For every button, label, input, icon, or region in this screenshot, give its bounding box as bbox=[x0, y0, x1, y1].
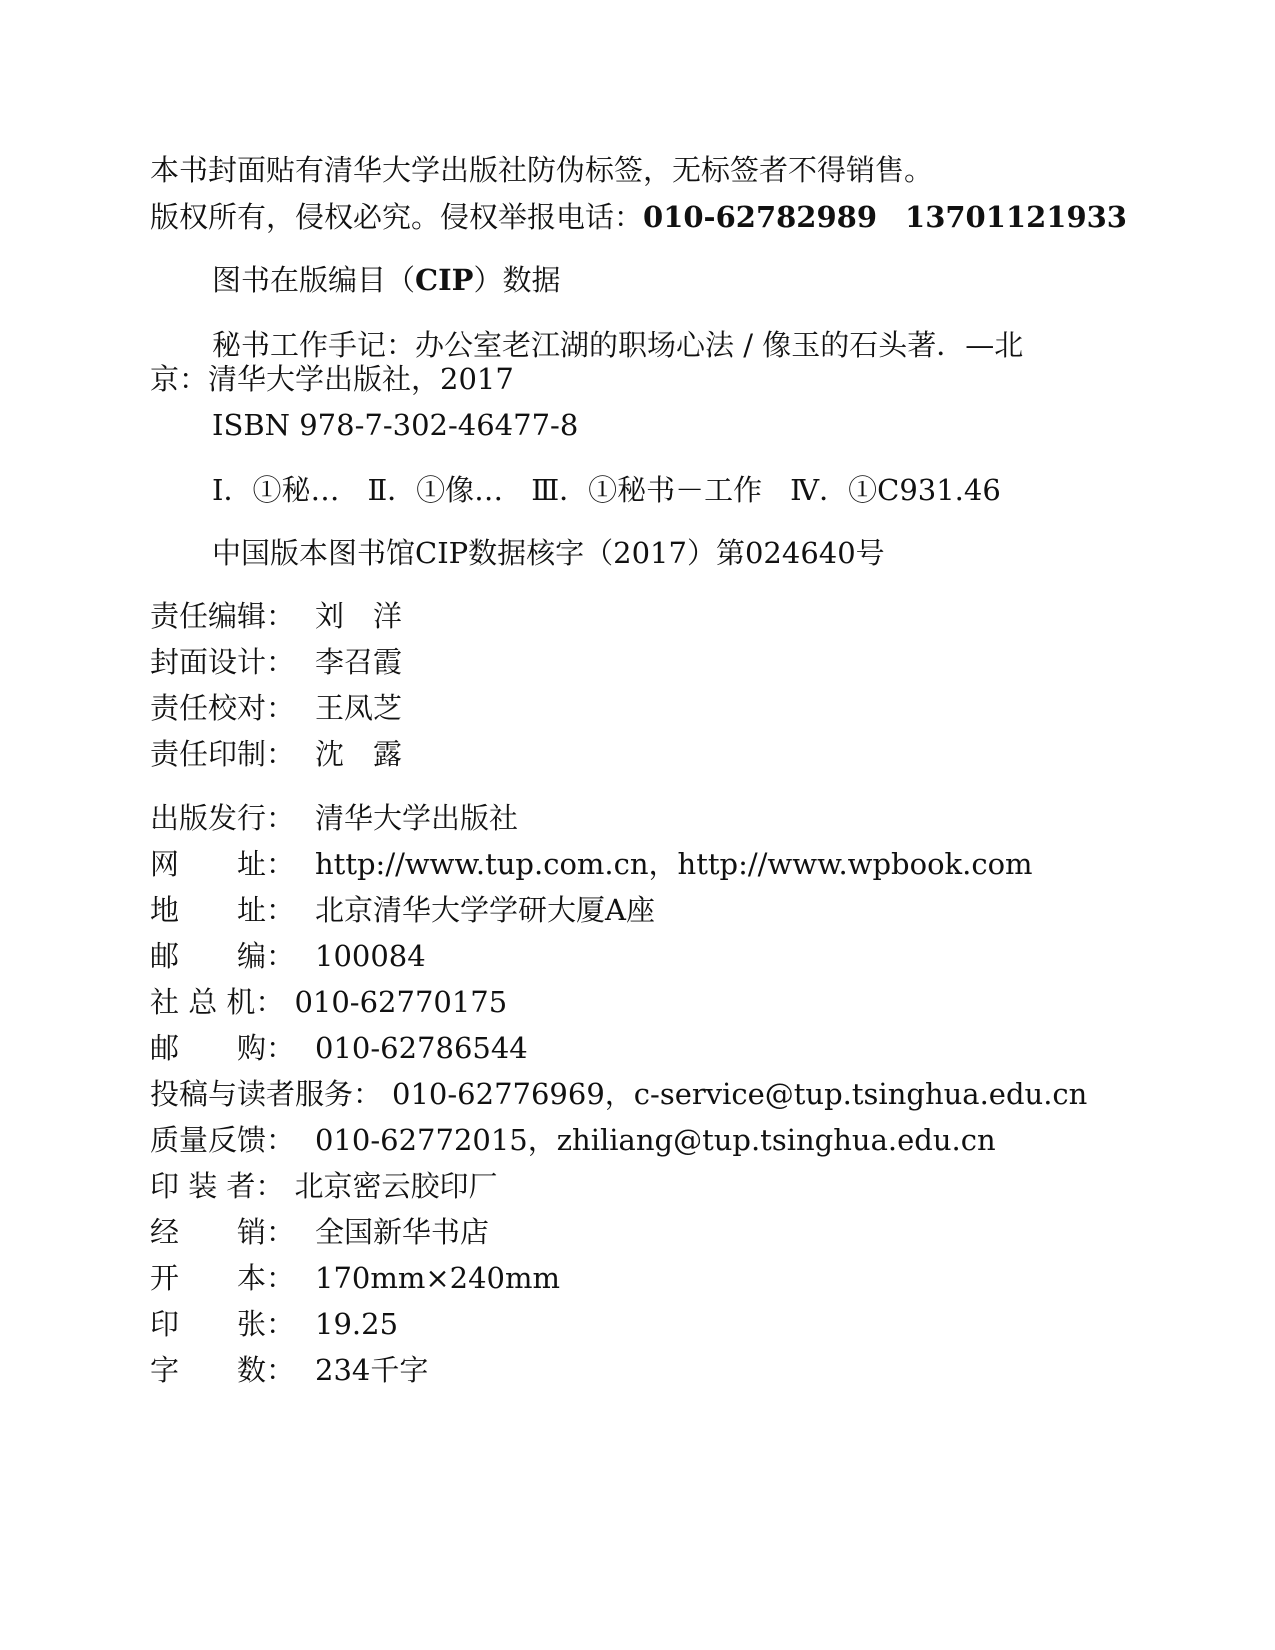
pub-web-label: 网 址： bbox=[150, 847, 296, 881]
pub-sheets bbox=[150, 1306, 398, 1342]
pub-words bbox=[150, 1352, 428, 1388]
anti-counterfeit-notice bbox=[150, 152, 933, 188]
rights-prefix: 版权所有，侵权必究。侵权举报电话： bbox=[150, 200, 644, 234]
pub-mail-order bbox=[150, 1030, 528, 1066]
cip-class-2: Ⅱ．①像… bbox=[367, 473, 504, 507]
cip-heading-cip: CIP bbox=[415, 263, 474, 297]
pub-quality-label: 质量反馈： bbox=[150, 1123, 296, 1157]
pub-words-label: 字 数： bbox=[150, 1353, 296, 1387]
credit-print-value: 沈 露 bbox=[315, 737, 403, 771]
anti-counterfeit-text: 本书封面贴有清华大学出版社防伪标签，无标签者不得销售。 bbox=[150, 153, 934, 187]
pub-reader-service-label: 投稿与读者服务： bbox=[150, 1077, 383, 1111]
report-phone-2: 13701121933 bbox=[905, 200, 1127, 234]
cip-isbn: ISBN 978-7-302-46477-8 bbox=[212, 408, 579, 442]
pub-switchboard-label: 社 总 机： bbox=[150, 985, 285, 1019]
pub-address-value: 北京清华大学学研大厦A座 bbox=[315, 893, 655, 927]
cip-verification: 中国版本图书馆CIP数据核字（2017）第024640号 bbox=[212, 536, 885, 570]
credit-proof-label: 责任校对： bbox=[150, 691, 296, 725]
pub-switchboard-value: 010-62770175 bbox=[294, 985, 508, 1019]
pub-postcode-label: 邮 编： bbox=[150, 939, 296, 973]
pub-reader-service bbox=[150, 1076, 1087, 1112]
pub-mail-order-label: 邮 购： bbox=[150, 1031, 296, 1065]
pub-postcode bbox=[150, 938, 426, 974]
credit-editor-value: 刘 洋 bbox=[315, 599, 403, 633]
credit-editor-label: 责任编辑： bbox=[150, 599, 296, 633]
pub-quality-value[interactable]: 010-62772015，zhiliang@tup.tsinghua.edu.cn bbox=[315, 1123, 996, 1157]
credit-proof bbox=[150, 690, 402, 726]
pub-web-value[interactable]: http://www.tup.com.cn，http://www.wpbook.com bbox=[315, 847, 1033, 881]
pub-format-label: 开 本： bbox=[150, 1261, 296, 1295]
pub-switchboard bbox=[150, 984, 507, 1020]
rights-notice bbox=[150, 199, 1127, 235]
cip-heading bbox=[212, 262, 560, 298]
pub-postcode-value: 100084 bbox=[315, 939, 426, 973]
cip-heading-post: ）数据 bbox=[473, 263, 561, 297]
pub-printer-value: 北京密云胶印厂 bbox=[294, 1169, 498, 1203]
pub-format-value: 170mm×240mm bbox=[315, 1261, 560, 1295]
credit-cover-value: 李召霞 bbox=[315, 645, 403, 679]
pub-printer bbox=[150, 1168, 497, 1204]
pub-mail-order-value: 010-62786544 bbox=[315, 1031, 528, 1065]
pub-distributor-label: 经 销： bbox=[150, 1215, 296, 1249]
cip-classification bbox=[212, 472, 1001, 508]
pub-publisher-value: 清华大学出版社 bbox=[315, 801, 519, 835]
pub-format bbox=[150, 1260, 560, 1296]
pub-distributor-value: 全国新华书店 bbox=[315, 1215, 490, 1249]
cip-class-1: Ⅰ．①秘… bbox=[212, 473, 340, 507]
pub-address-label: 地 址： bbox=[150, 893, 296, 927]
cip-title-line-1: 秘书工作手记：办公室老江湖的职场心法 / 像玉的石头著．—北 bbox=[212, 328, 1024, 362]
pub-sheets-label: 印 张： bbox=[150, 1307, 296, 1341]
credit-proof-value: 王凤芝 bbox=[315, 691, 403, 725]
pub-quality bbox=[150, 1122, 996, 1158]
pub-publisher bbox=[150, 800, 518, 836]
cip-class-4: Ⅳ．①C931.46 bbox=[790, 473, 1001, 507]
pub-sheets-value: 19.25 bbox=[315, 1307, 399, 1341]
credit-editor bbox=[150, 598, 402, 634]
cip-heading-pre: 图书在版编目（ bbox=[212, 263, 416, 297]
pub-words-value: 234千字 bbox=[315, 1353, 429, 1387]
credit-cover bbox=[150, 644, 402, 680]
cip-title-line-2: 京：清华大学出版社，2017 bbox=[150, 362, 514, 396]
report-phone-1: 010-62782989 bbox=[643, 200, 878, 234]
pub-distributor bbox=[150, 1214, 489, 1250]
cip-class-3: Ⅲ．①秘书－工作 bbox=[531, 473, 763, 507]
pub-reader-service-value[interactable]: 010-62776969，c-service@tup.tsinghua.edu.cn bbox=[392, 1077, 1088, 1111]
pub-printer-label: 印 装 者： bbox=[150, 1169, 285, 1203]
pub-web bbox=[150, 846, 1033, 882]
pub-address bbox=[150, 892, 655, 928]
credit-print bbox=[150, 736, 402, 772]
credit-print-label: 责任印制： bbox=[150, 737, 296, 771]
credit-cover-label: 封面设计： bbox=[150, 645, 296, 679]
pub-publisher-label: 出版发行： bbox=[150, 801, 296, 835]
